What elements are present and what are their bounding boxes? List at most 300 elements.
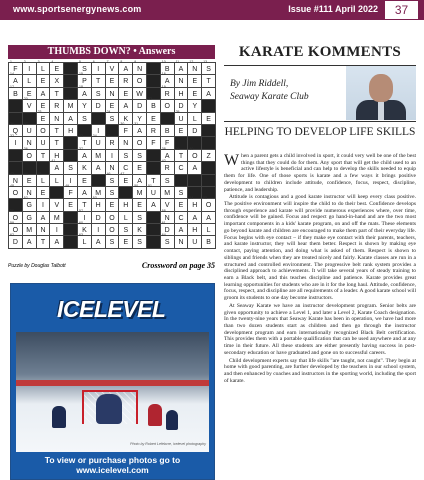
crossword-cell <box>175 212 189 224</box>
clue-number: 11 <box>175 60 180 64</box>
cell-letter: I <box>42 202 44 210</box>
cell-letter: O <box>109 227 115 235</box>
crossword-cell <box>119 121 133 137</box>
clue-number: 26 <box>10 121 14 126</box>
crossword-cell <box>50 75 64 87</box>
cell-letter: L <box>192 115 197 123</box>
cell-letter: B <box>206 239 211 247</box>
cell-letter: E <box>123 90 129 98</box>
crossword-cell <box>188 60 202 75</box>
clue-number: 54 <box>189 196 194 201</box>
clue-number: 21 <box>65 97 70 102</box>
clue-number: 49 <box>65 183 70 188</box>
cell-letter: S <box>137 239 142 247</box>
ad-call-to-action[interactable]: To view or purchase photos go to www.icelevel.com <box>44 455 181 475</box>
crossword-block <box>147 162 161 174</box>
crossword-cell <box>175 236 189 248</box>
cell-letter: Y <box>82 103 87 111</box>
crossword-cell <box>106 187 120 199</box>
cell-letter: T <box>40 152 46 160</box>
cell-letter: H <box>192 227 198 235</box>
issue-label: Issue #111 April 2022 <box>288 4 378 14</box>
photo-rule <box>224 121 416 122</box>
cell-letter: L <box>82 239 87 247</box>
cell-letter: I <box>97 227 100 235</box>
crossword-cell <box>78 100 92 112</box>
author-name: By Jim Riddell, <box>230 79 289 89</box>
cell-letter: S <box>109 177 115 185</box>
crossword-cell <box>188 100 202 112</box>
clue-number: 31 <box>134 121 139 126</box>
clue-number: 57 <box>79 208 83 213</box>
crossword-cell <box>202 150 216 162</box>
crossword-cell <box>119 199 133 211</box>
crossword-cell <box>175 162 189 174</box>
cell-letter: X <box>54 78 60 86</box>
clue-number: 32 <box>10 134 14 139</box>
cell-letter: E <box>54 66 60 73</box>
crossword-cell <box>92 150 106 162</box>
cell-letter: A <box>40 214 46 222</box>
cell-letter: L <box>54 177 59 185</box>
cell-letter: K <box>123 115 129 123</box>
crossword-block <box>64 224 78 236</box>
crossword-cell <box>161 84 175 100</box>
crossword-cell <box>202 212 216 224</box>
crossword-cell <box>119 171 133 187</box>
crossword-cell <box>175 199 189 211</box>
crossword-cell <box>133 137 147 149</box>
article-body <box>224 153 416 385</box>
cell-letter: N <box>12 177 18 185</box>
crossword-cell <box>175 187 189 199</box>
crossword-cell <box>133 199 147 211</box>
crossword-cell <box>92 212 106 224</box>
article-paragraph: Attitude is contagious and a good karate instructor will keep every class positive. The positive environment will inspire the child to do their best. Confidence develops through experience and karate will provide numerous experiences where, over time, confidence will be gained. Focus and respect go hand-in-hand and are the two most important components in a kids' karate program, on and off the mats. These elements go beyond karate and children are encouraged to make them part of their everyday life. Focus begins with eye contact – if they make eye contact with their parents, teachers, and karate instructor, they will hear them better. Respect is shown by making eye contact, paying attention, and doing what is asked of them. Respect is shown to siblings and friends when they are treated nicely and fairly. Karate classes are run in a structured and controlled environment. The progressive belt rank system provides a disciplined approach to achievements. It will take several years of steady training to earn a Black belt, and this teaches discipline and patience. Karate provides great learning opportunities for students who are in it for the long haul. Attitude, confidence, focus, respect, and discipline are all requirements of a leader. A good karate school will groom its students to one day become instructors. <box>224 194 416 302</box>
clue-number: 37 <box>79 146 83 151</box>
crossword-block <box>64 236 78 248</box>
cell-letter: O <box>136 140 143 148</box>
article-headline: HELPING TO DEVELOP LIFE SKILLS <box>224 126 416 138</box>
clue-number: 16 <box>161 72 166 77</box>
crossword-cell <box>37 199 51 211</box>
crossword-cell <box>78 233 92 248</box>
cell-letter: I <box>111 152 113 160</box>
cell-letter: O <box>12 214 19 222</box>
crossword-cell <box>202 224 216 236</box>
crossword-cell <box>9 134 23 149</box>
cell-letter: B <box>13 90 18 98</box>
icelevel-logo: ICELEVEL <box>57 296 166 322</box>
cell-letter: G <box>26 202 32 210</box>
author-block <box>230 78 340 104</box>
crossword-cell <box>175 125 189 137</box>
clue-number: 59 <box>10 221 14 226</box>
crossword-block <box>64 137 78 149</box>
crossword-block <box>147 236 161 248</box>
cell-letter: I <box>97 127 100 135</box>
cell-letter: S <box>68 165 73 173</box>
crossword-cell <box>23 224 37 236</box>
crossword-cell <box>92 75 106 87</box>
player-figure <box>148 404 162 426</box>
cell-letter: A <box>192 214 198 222</box>
crossword-cell <box>119 88 133 100</box>
cell-letter: I <box>69 177 72 185</box>
cell-letter: O <box>26 152 32 160</box>
cell-letter: E <box>68 202 73 210</box>
crossword-cell <box>78 146 92 162</box>
clue-number: 35 <box>106 134 111 139</box>
cell-letter: A <box>13 78 18 86</box>
clue-number: 22 <box>148 97 152 102</box>
clue-number: 36 <box>23 146 28 151</box>
cell-letter: S <box>95 90 101 98</box>
cell-letter: H <box>178 90 184 98</box>
crossword-cell <box>202 88 216 100</box>
clue-number: 62 <box>10 233 14 238</box>
crossword-cell <box>37 224 51 236</box>
crossword-cell <box>161 187 175 199</box>
crossword-cell <box>161 233 175 248</box>
cell-letter: S <box>123 227 129 235</box>
crossword-cell <box>119 236 133 248</box>
clue-number: 23 <box>37 109 42 114</box>
puzzle-credit: Puzzle by Douglas Talbott <box>8 263 66 269</box>
cell-letter: F <box>165 140 170 148</box>
clue-number: 39 <box>175 146 180 151</box>
crossword-cell <box>37 60 51 75</box>
crossword-cell <box>50 125 64 137</box>
crossword-cell <box>50 199 64 211</box>
cell-letter: A <box>123 66 129 73</box>
crossword-title: THUMBS DOWN? • Answers <box>8 45 215 59</box>
cell-letter: A <box>206 214 211 222</box>
crossword-block <box>202 162 216 174</box>
cell-letter: I <box>14 140 17 148</box>
crossword-cell <box>92 162 106 174</box>
clue-number: 25 <box>175 109 180 114</box>
clue-number: 34 <box>92 134 97 139</box>
cell-letter: N <box>40 227 46 235</box>
cell-letter: I <box>97 66 100 73</box>
cell-letter: E <box>178 127 184 135</box>
cell-letter: A <box>164 78 170 86</box>
cell-letter: F <box>151 140 156 148</box>
cell-letter: D <box>192 127 198 135</box>
cell-letter: R <box>123 78 129 86</box>
clue-number: 18 <box>79 84 83 89</box>
cell-letter: S <box>109 189 115 197</box>
crossword-cell <box>50 224 64 236</box>
clue-number: 53 <box>92 196 97 201</box>
cell-letter: S <box>206 66 211 73</box>
crossword-cell <box>92 88 106 100</box>
crossword-block <box>64 75 78 87</box>
clue-number: 43 <box>10 171 14 176</box>
crossword-cell <box>50 60 64 75</box>
cell-letter: U <box>192 239 198 247</box>
cell-letter: A <box>82 189 87 197</box>
cell-letter: N <box>109 165 115 173</box>
cell-letter: P <box>82 78 87 86</box>
crossword-cell <box>64 113 78 125</box>
cell-letter: A <box>192 165 198 173</box>
cell-letter: H <box>192 202 198 210</box>
clue-number: 47 <box>120 171 125 176</box>
crossword-cell <box>133 162 147 174</box>
cell-letter: F <box>68 189 73 197</box>
cell-letter: W <box>136 90 143 98</box>
crossword-cell <box>147 199 161 211</box>
clue-number: 27 <box>23 121 28 126</box>
crossword-cell <box>64 162 78 174</box>
cell-letter: H <box>68 127 74 135</box>
cell-letter: E <box>109 78 115 86</box>
cell-letter: C <box>123 165 129 173</box>
crossword-cell <box>175 146 189 162</box>
cell-letter: A <box>206 90 211 98</box>
clue-number: 51 <box>148 183 152 188</box>
cell-letter: O <box>192 152 198 160</box>
crossword-cell <box>64 183 78 199</box>
cell-letter: R <box>164 90 170 98</box>
cell-letter: T <box>54 140 59 148</box>
crossword-reference: Crossword on page 35 <box>141 261 215 270</box>
clue-number: 33 <box>79 134 83 139</box>
crossword-cell <box>37 75 51 87</box>
cell-letter: S <box>164 239 170 247</box>
crossword-cell <box>106 88 120 100</box>
crossword-cell <box>78 113 92 125</box>
crossword-block <box>175 175 189 187</box>
crossword-cell <box>92 236 106 248</box>
crossword-cell <box>23 121 37 137</box>
crossword-cell <box>37 236 51 248</box>
cell-letter: O <box>12 227 19 235</box>
cell-letter: A <box>68 115 73 123</box>
cell-letter: E <box>40 103 46 111</box>
crossword-cell <box>188 212 202 224</box>
crossword-cell <box>147 183 161 199</box>
article-paragraph: At Seaway Karate we have an instructor development program. Senior belts are given opportunity to achieve a Level 1, and later a Level 2, Karate Coach designation. In the twenty-nine years that Seaway Karate has been in operation, we have had more than two dozen students start as children and then go through the instructor development program and earn internationally recognized Black Belt certification. This provides them with a portable qualification that can be used anywhere and at any time in their future. All these students are either presently having success in post-secondary education or have graduated and gone on to successful careers. <box>224 302 416 356</box>
cell-letter: Y <box>137 115 142 123</box>
cell-letter: E <box>192 78 198 86</box>
cell-letter: S <box>137 152 142 160</box>
crossword-cell <box>37 125 51 137</box>
cell-letter: E <box>137 202 142 210</box>
crossword-cell <box>9 233 23 248</box>
clue-number: 19 <box>161 84 166 89</box>
crossword-cell <box>9 84 23 100</box>
clue-number: 2 <box>23 60 26 64</box>
crossword-block <box>147 150 161 162</box>
crossword-cell <box>119 224 133 236</box>
crossword-cell <box>106 171 120 187</box>
cell-letter: T <box>54 90 59 98</box>
cell-letter: U <box>95 140 101 148</box>
cell-letter: O <box>164 103 170 111</box>
cell-letter: L <box>41 177 45 185</box>
cell-letter: M <box>136 189 143 197</box>
clue-number: 63 <box>79 233 83 238</box>
crossword-cell <box>23 212 37 224</box>
crossword-cell <box>161 175 175 187</box>
cell-letter: Y <box>192 103 198 111</box>
cell-letter: N <box>137 66 143 73</box>
crossword-block <box>202 125 216 137</box>
crossword-cell <box>92 60 106 75</box>
cell-letter: T <box>54 127 59 135</box>
cell-letter: N <box>178 239 184 247</box>
cell-letter: T <box>151 177 156 185</box>
clue-number: 42 <box>161 159 166 164</box>
clue-number: 45 <box>37 171 42 176</box>
crossword-cell <box>23 60 37 75</box>
site-url[interactable]: www.sportsenergynews.com <box>13 4 142 14</box>
crossword-block <box>202 175 216 187</box>
article-paragraph: When a parent gets a child involved in sport, it could very well be one of the best things that they could do for them. Any sport that will get the child used to an active lifestyle is beneficial and can help to develop the skills needed to equip them for life. One of those sports is karate and a few ways it brings positive development to children include attitude, confidence, focus, respect, discipline, patience, and leadership. <box>224 152 416 193</box>
crossword-block <box>147 75 161 87</box>
article-paragraph: Child development experts say that life skills "are taught, not caught". They begin at home with good parenting, are further developed by the teachers in our school system, and then enhanced by coaches and instructors in the sporting world, including the sport of karate. <box>224 357 416 384</box>
cell-letter: E <box>109 103 115 111</box>
crossword-cell <box>37 150 51 162</box>
hockey-photo <box>16 332 209 452</box>
clue-number: 40 <box>189 146 194 151</box>
clue-number: 14 <box>10 72 14 77</box>
clue-number: 50 <box>134 183 139 188</box>
crossword-cell <box>23 236 37 248</box>
cell-letter: B <box>151 103 156 111</box>
crossword-cell <box>188 224 202 236</box>
cell-letter: E <box>109 202 115 210</box>
cell-letter: A <box>54 165 60 173</box>
cell-letter: A <box>40 90 46 98</box>
crossword-cell <box>106 134 120 149</box>
crossword-cell <box>106 212 120 224</box>
cell-letter: C <box>178 165 184 173</box>
cell-letter: U <box>178 115 184 123</box>
crossword-cell <box>50 175 64 187</box>
cell-letter: B <box>164 127 170 135</box>
clue-number: 48 <box>10 183 14 188</box>
crossword-cell <box>161 125 175 137</box>
player-figure <box>166 410 178 430</box>
crossword-cell <box>37 212 51 224</box>
page-number: 37 <box>385 1 418 19</box>
crossword-cell <box>133 121 147 137</box>
crossword-cell <box>147 113 161 125</box>
cell-letter: O <box>205 202 212 210</box>
cell-letter: F <box>123 127 128 135</box>
crossword-cell <box>147 137 161 149</box>
clue-number: 17 <box>10 84 14 89</box>
cell-letter: A <box>82 90 87 98</box>
crossword-cell <box>50 88 64 100</box>
cell-letter: M <box>53 214 60 222</box>
crossword-cell <box>64 125 78 137</box>
cell-letter: D <box>137 103 143 111</box>
crossword-cell <box>119 212 133 224</box>
cell-letter: L <box>123 214 128 222</box>
cell-letter: E <box>26 177 32 185</box>
cell-letter: A <box>82 152 87 160</box>
cell-letter: V <box>164 202 170 210</box>
crossword-cell <box>147 97 161 112</box>
crossword-block <box>50 187 64 199</box>
crossword-cell <box>64 199 78 211</box>
cell-letter: S <box>109 239 115 247</box>
crossword-block <box>119 187 133 199</box>
cell-letter: O <box>12 189 19 197</box>
clue-number: 24 <box>106 109 111 114</box>
cell-letter: D <box>12 239 18 247</box>
crossword-cell <box>133 75 147 87</box>
cell-letter: E <box>82 177 87 185</box>
crossword-cell <box>50 113 64 125</box>
crossword-cell <box>119 150 133 162</box>
clue-number: 38 <box>161 146 166 151</box>
crossword-cell <box>106 150 120 162</box>
crossword-cell <box>78 162 92 174</box>
crossword-cell <box>133 212 147 224</box>
icelevel-ad[interactable] <box>10 283 215 480</box>
crossword-cell <box>188 236 202 248</box>
cell-letter: M <box>164 189 171 197</box>
cell-letter: A <box>54 239 60 247</box>
cell-letter: Q <box>12 127 19 135</box>
cell-letter: N <box>192 66 198 73</box>
cell-letter: T <box>82 202 87 210</box>
crossword-cell <box>106 224 120 236</box>
cell-letter: R <box>54 103 60 111</box>
cell-letter: R <box>109 140 115 148</box>
cell-letter: Z <box>206 152 211 160</box>
crossword-cell <box>37 109 51 125</box>
crossword-block <box>64 212 78 224</box>
cell-letter: E <box>40 78 46 86</box>
crossword-cell <box>133 236 147 248</box>
cell-letter: L <box>41 66 45 73</box>
crossword-cell <box>188 196 202 211</box>
cell-letter: D <box>95 103 101 111</box>
crossword-cell <box>161 100 175 112</box>
goalie-figure <box>96 394 122 424</box>
crossword-cell <box>161 159 175 174</box>
cell-letter: A <box>137 127 142 135</box>
crossword-cell <box>37 88 51 100</box>
crossword-cell <box>64 97 78 112</box>
crossword-block <box>9 150 23 162</box>
clue-number: 6 <box>92 60 95 64</box>
clue-number: 1 <box>10 60 12 64</box>
cell-letter: A <box>164 152 170 160</box>
crossword-cell <box>119 60 133 75</box>
clue-number: 55 <box>203 196 208 201</box>
cell-letter: S <box>82 115 87 123</box>
clue-number: 5 <box>79 60 81 64</box>
crossword-cell <box>133 183 147 199</box>
author-club: Seaway Karate Club <box>230 92 309 102</box>
crossword-cell <box>78 175 92 187</box>
crossword-block <box>92 175 106 187</box>
crossword-block <box>188 175 202 187</box>
crossword-cell <box>50 159 64 174</box>
crossword-cell <box>188 146 202 162</box>
cell-letter: A <box>178 66 184 73</box>
cell-letter: D <box>178 103 184 111</box>
crossword-cell <box>37 171 51 187</box>
